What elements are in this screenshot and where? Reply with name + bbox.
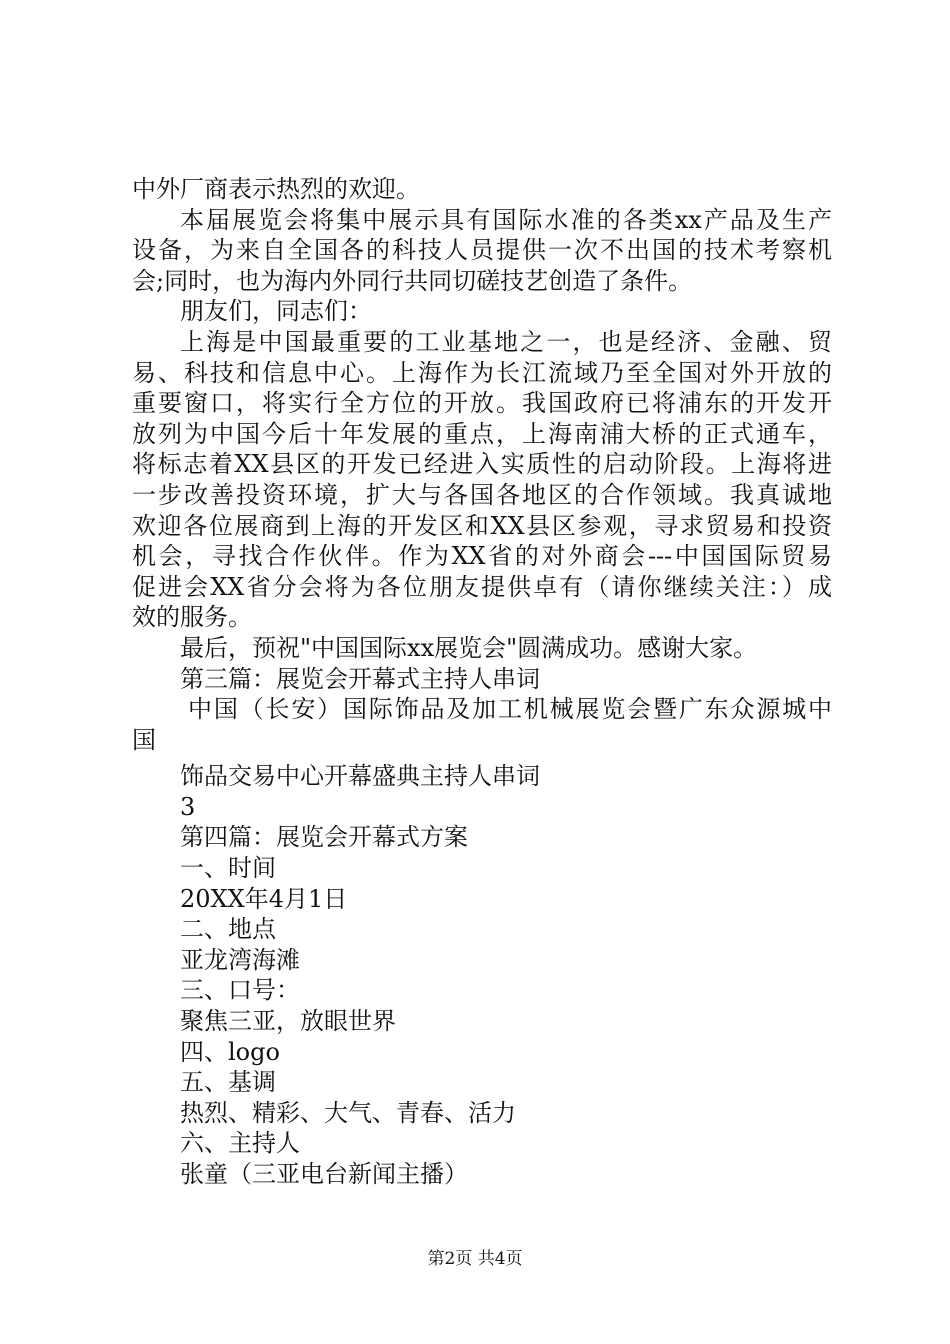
list-item: 四、logo: [180, 1037, 280, 1066]
text-line: 将标志着XX县区的开发已经进入实质性的启动阶段。上海将进: [132, 450, 832, 479]
text-line: 会;同时，也为海内外同行共同切磋技艺创造了条件。: [132, 266, 693, 295]
text-line: 中外厂商表示热烈的欢迎。: [132, 175, 420, 203]
list-item: 亚龙湾海滩: [180, 945, 300, 974]
list-item: 聚焦三亚，放眼世界: [180, 1007, 396, 1036]
list-item: 五、基调: [180, 1068, 276, 1097]
section-heading: 第四篇：展览会开幕式方案: [180, 823, 468, 852]
text-line: 饰品交易中心开幕盛典主持人串词: [180, 762, 540, 791]
text-line: 3: [180, 792, 196, 821]
list-item: 六、主持人: [180, 1129, 300, 1158]
text-line: 机会，寻找合作伙伴。作为XX省的对外商会---中国国际贸易: [132, 542, 832, 571]
text-line: 放列为中国今后十年发展的重点，上海南浦大桥的正式通车，: [132, 419, 832, 448]
text-line: 本届展览会将集中展示具有国际水准的各类xx产品及生产: [180, 205, 832, 234]
list-item: 张童（三亚电台新闻主播）: [180, 1160, 468, 1188]
list-item: 20XX年4月1日: [180, 884, 348, 913]
text-line: 促进会XX省分会将为各位朋友提供卓有（请你继续关注：）成: [132, 572, 832, 601]
list-item: 一、时间: [180, 854, 276, 883]
text-line: 效的服务。: [132, 603, 252, 632]
text-line: 国: [132, 725, 156, 754]
text-line: 设备，为来自全国各的科技人员提供一次不出国的技术考察机: [132, 236, 832, 265]
text-line: 易、科技和信息中心。上海作为长江流域乃至全国对外开放的: [132, 358, 832, 387]
section-heading: 第三篇：展览会开幕式主持人串词: [180, 664, 540, 693]
text-line: 重要窗口，将实行全方位的开放。我国政府已将浦东的开发开: [132, 389, 832, 418]
list-item: 热烈、精彩、大气、青春、活力: [180, 1098, 516, 1127]
text-line: 欢迎各位展商到上海的开发区和XX县区参观，寻求贸易和投资: [132, 511, 832, 540]
list-item: 三、口号：: [180, 976, 300, 1005]
text-line: 最后，预祝"中国国际xx展览会"圆满成功。感谢大家。: [180, 633, 758, 662]
document-body: [132, 174, 832, 1190]
list-item: 二、地点: [180, 915, 276, 944]
page-footer: 第2页 共4页: [427, 1249, 523, 1269]
text-line: 上海是中国最重要的工业基地之一，也是经济、金融、贸: [180, 327, 832, 356]
text-line: 一步改善投资环境，扩大与各国各地区的合作领域。我真诚地: [132, 480, 832, 509]
text-line: 中国（长安）国际饰品及加工机械展览会暨广东众源城中: [188, 695, 832, 724]
text-line: 朋友们，同志们：: [180, 297, 372, 326]
